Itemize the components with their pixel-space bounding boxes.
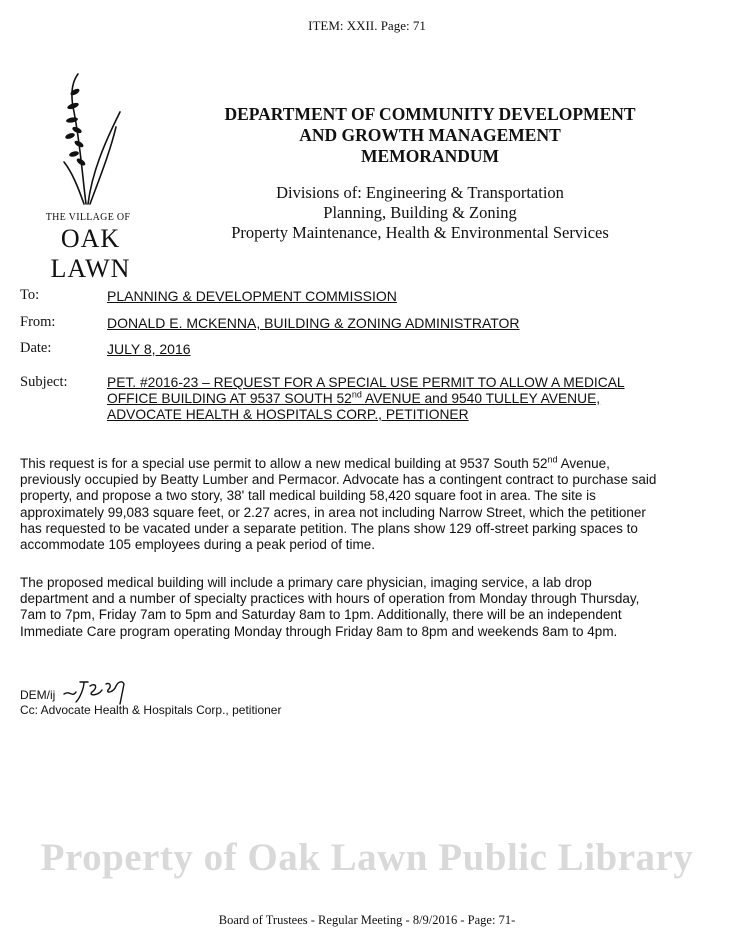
subject-ordinal: nd (351, 389, 362, 400)
divisions-line-3: Property Maintenance, Health & Environmental Services (231, 223, 609, 242)
divisions-line-2: Planning, Building & Zoning (323, 203, 517, 222)
divisions-block (190, 183, 650, 243)
village-name: OAK LAWN (50, 224, 131, 283)
author-initials: DEM/ij (20, 688, 56, 702)
subject-text-b: AVENUE and 9540 TULLEY AVENUE, ADVOCATE HEALTH & HOSPITALS CORP., PETITIONER (107, 391, 601, 422)
date-label: Date: (20, 340, 52, 356)
to-value: PLANNING & DEVELOPMENT COMMISSION (107, 288, 397, 304)
from-label: From: (20, 314, 56, 330)
body-paragraph-1 (20, 456, 660, 553)
p1-text-a: This request is for a special use permit to allow a new medical building at 9537 South 52 (20, 456, 548, 471)
library-watermark: Property of Oak Lawn Public Library (40, 836, 694, 879)
cc-line: Cc: Advocate Health & Hospitals Corp., petitioner (20, 703, 282, 717)
date-value: JULY 8, 2016 (107, 341, 191, 357)
divisions-line-1: Divisions of: Engineering & Transportation (276, 183, 564, 202)
to-label: To: (20, 287, 40, 303)
subject-label: Subject: (20, 374, 68, 390)
heading-line-1: DEPARTMENT OF COMMUNITY DEVELOPMENT (224, 104, 636, 124)
wheat-stalk-icon (50, 72, 140, 207)
memo-heading (180, 104, 680, 167)
page-footer: Board of Trustees - Regular Meeting - 8/9/2016 - Page: 71- (218, 913, 516, 927)
village-logo (18, 72, 168, 283)
from-value: DONALD E. MCKENNA, BUILDING & ZONING ADMINISTRATOR (107, 315, 520, 331)
p1-ordinal: nd (547, 454, 558, 465)
village-label: THE VILLAGE OF (45, 212, 131, 223)
p1-text-b: Avenue, previously occupied by Beatty Lumber and Permacor. Advocate has a contingent contract to purchase said property, and propose a two story, 38' tall medical building 58,420 square foot in area. The site is approximately 99,083 square feet, or 2.27 acres, in area not including Narrow Street, which the petitioner has requested to be vacated under a separate petition. The plans show 129 off-street parking spaces to accommodate 105 employees during a peak period of time. (20, 456, 657, 553)
subject-text-a: PET. #2016-23 – REQUEST FOR A SPECIAL USE PERMIT TO ALLOW A MEDICAL OFFICE BUILDING AT 9537 SOUTH 52 (107, 375, 625, 406)
heading-line-2: AND GROWTH MANAGEMENT (299, 125, 561, 145)
heading-line-3: MEMORANDUM (360, 146, 500, 166)
subject-value (107, 375, 667, 423)
item-page-reference: ITEM: XXII. Page: 71 (308, 18, 426, 33)
body-paragraph-2: The proposed medical building will include a primary care physician, imaging service, a lab drop department and a number of specialty practices with hours of operation from Monday through Thursday, 7am to 7pm, Friday 7am to 5pm and Saturday 8am to 1pm. Additionally, there will be an independent Immediate Care program operating Monday through Friday 8am to 8pm and weekends 8am to 4pm. (20, 575, 640, 639)
